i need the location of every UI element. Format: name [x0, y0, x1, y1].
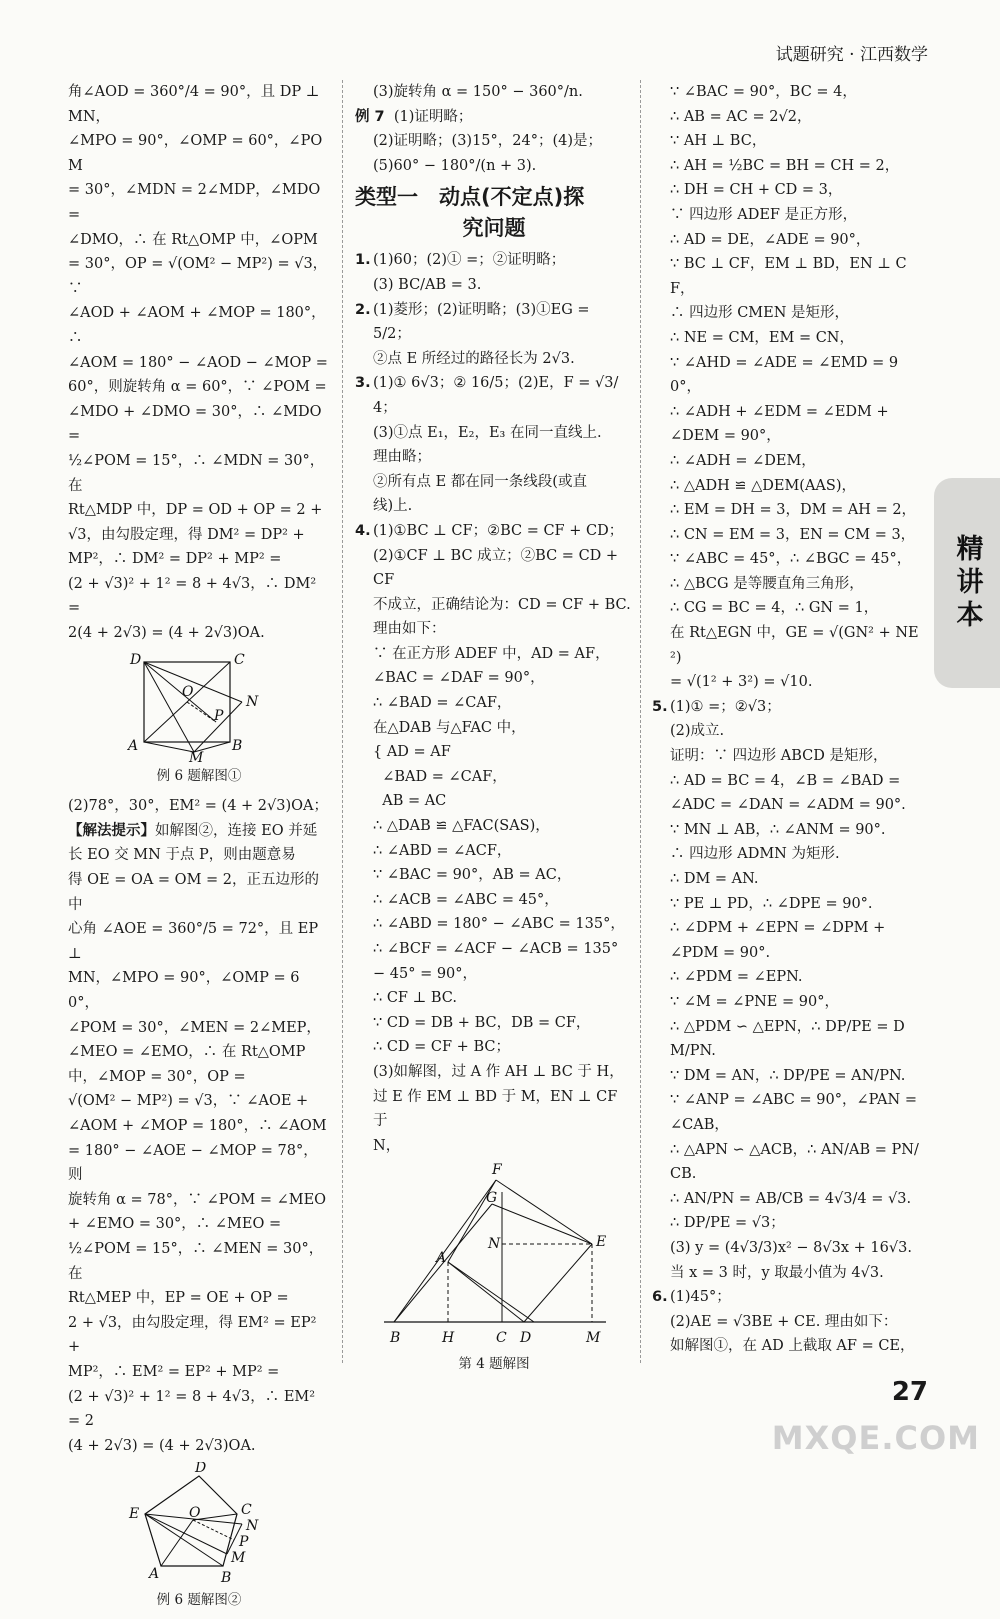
problem-text: (1)①BC ⊥ CF；②BC = CF + CD； — [373, 522, 624, 539]
col1-text-b — [68, 868, 330, 1458]
text-line: ∴ ∠PDM = ∠EPN. — [670, 969, 803, 986]
text-line: (4 + 2√3) = (4 + 2√3)OA. — [68, 1437, 256, 1454]
column-3 — [652, 80, 922, 1359]
ex7-label: 例 7 — [355, 108, 385, 125]
text-line: ∵ PE ⊥ PD，∴ ∠DPE = 90°. — [670, 895, 873, 912]
fig4-label-e: E — [596, 1234, 607, 1251]
text-line: ∴ ∠BAD = ∠CAF， — [373, 695, 512, 712]
text-line: ∵ ∠M = ∠PNE = 90°， — [670, 993, 839, 1010]
text-line — [652, 695, 922, 720]
fig4-label-a: A — [436, 1250, 447, 1267]
text-line: ∴ CF ⊥ BC. — [373, 990, 457, 1007]
fig2-label-a: A — [149, 1566, 160, 1583]
text-line: (2)成立. — [670, 723, 725, 740]
text-line: ∴ △APN ∽ △ACB，∴ AN/AB = PN/CB. — [670, 1141, 919, 1183]
fig4-label-b: B — [390, 1330, 401, 1347]
page-header: 试题研究 · 江西数学 — [775, 45, 928, 65]
text-line: ∵ ∠ABC = 45°，∴ ∠BGC = 45°， — [670, 551, 912, 568]
fig2-label-m: M — [231, 1550, 246, 1567]
problem-6-body — [652, 1285, 922, 1359]
text-line: ∴ AN/PN = AB/CB = 4√3/4 = √3. — [670, 1190, 912, 1207]
problem-5 — [652, 695, 922, 1285]
text-line: 5/2； — [373, 326, 411, 343]
figure-caption-ex6-2: 例 6 题解图② — [156, 1592, 242, 1609]
problem-item — [355, 298, 633, 372]
fig2-label-d: D — [195, 1462, 207, 1477]
text-line: ∠BAC = ∠DAF = 90°， — [373, 670, 545, 687]
fig4-label-h: H — [442, 1330, 455, 1347]
text-line: ∵ BC ⊥ CF，EM ⊥ BD，EN ⊥ CF， — [670, 256, 907, 297]
text-line: 得 OE = OA = OM = 2，正五边形的中 — [68, 872, 320, 913]
text-line: ∵ DM = AN，∴ DP/PE = AN/PN. — [670, 1067, 906, 1084]
text-line: = 30°，OP = √(OM² − MP²) = √3，∵ — [68, 256, 328, 297]
hint-label: 【解法提示】 — [68, 822, 155, 839]
text-line: ∠ADC = ∠DAN = ∠ADM = 90°. — [670, 797, 906, 814]
text-line: 角∠AOD = 360°/4 = 90°，且 DP ⊥ MN， — [68, 84, 324, 125]
fig4-label-f: F — [492, 1162, 502, 1179]
text-line: 2(4 + 2√3) = (4 + 2√3)OA. — [68, 625, 265, 642]
problem-text: (1)45°； — [670, 1289, 731, 1306]
text-line: √(OM² − MP²) = √3，∵ ∠AOE + — [68, 1093, 309, 1110]
text-line: ∠DEM = 90°， — [670, 428, 781, 445]
text-line: = √(1² + 3²) = √10. — [670, 674, 813, 691]
text-line: MP²，∴ DM² = DP² + MP² = — [68, 551, 282, 568]
col1-hint — [68, 819, 330, 868]
text-line: 在 Rt△EGN 中，GE = √(GN² + NE²) — [670, 625, 919, 666]
problem-text: (1)① =；②√3； — [670, 698, 781, 715]
text-line: MP²，∴ EM² = EP² + MP² = — [68, 1363, 280, 1380]
figure-caption-ex6-1: 例 6 题解图① — [156, 767, 242, 784]
text-line: − 45° = 90°， — [373, 965, 478, 982]
column-1 — [68, 80, 330, 1619]
text-line: AB = AC — [373, 793, 447, 810]
text-line: (3) y = (4√3/3)x² − 8√3x + 16√3. — [670, 1239, 912, 1256]
fig2-label-o: O — [189, 1505, 201, 1522]
problem-number: 6. — [652, 1289, 668, 1306]
side-tab-label: 精讲本 — [951, 533, 983, 633]
section-heading — [355, 182, 633, 244]
text-line: 心角 ∠AOE = 360°/5 = 72°，且 EP ⊥ — [68, 921, 323, 962]
figure-ex6-2 — [68, 1462, 330, 1613]
fig1-label-b: B — [232, 737, 243, 754]
text-line: ∴ DM = AN. — [670, 871, 759, 887]
text-line: + ∠EMO = 30°，∴ ∠MEO = — [68, 1216, 282, 1233]
watermark: MXQE.COM — [771, 1419, 980, 1457]
text-line: ∴ △PDM ∽ △EPN，∴ DP/PE = DM/PN. — [670, 1018, 905, 1060]
fig4-label-m: M — [586, 1330, 601, 1347]
section-heading-line2: 究问题 — [462, 216, 526, 241]
text-line: 当 x = 3 时，y 取最小值为 4√3. — [670, 1264, 884, 1281]
text-line — [355, 371, 633, 420]
text-line: 证明：∵ 四边形 ABCD 是矩形， — [670, 748, 888, 765]
text-line: ∴ △BCG 是等腰直角三角形， — [670, 575, 864, 592]
text-line: ∴ ∠ABD = 180° − ∠ABC = 135°， — [373, 916, 625, 933]
problem-5-body — [652, 695, 922, 1285]
hint-first-line: 如解图②，连接 EO 并延长 EO 交 MN 于点 P，则由题意易 — [68, 822, 318, 864]
text-line: ∴ AD = BC = 4，∠B = ∠BAD = — [670, 772, 901, 789]
fig2-label-p: P — [239, 1534, 249, 1551]
problem-item — [355, 519, 633, 1158]
col2-problems — [355, 248, 633, 1158]
text-line: ∵ AH ⊥ BC， — [670, 133, 767, 150]
text-line: = 30°，∠MDN = 2∠MDP，∠MDO = — [68, 182, 325, 223]
text-line: ∠BAD = ∠CAF， — [373, 768, 507, 785]
text-line: ∠CAB， — [670, 1116, 729, 1133]
page-number: 27 — [891, 1377, 928, 1407]
fig2-label-e: E — [129, 1506, 140, 1523]
text-line: ∴ ∠ABD = ∠ACF， — [373, 842, 512, 859]
text-line: 如解图①，在 AD 上截取 AF = CE， — [670, 1338, 915, 1355]
col1-part2-line: (2)78°，30°，EM² = (4 + 2√3)OA； — [68, 798, 329, 815]
text-line: (2)AE = √3BE + CE. 理由如下： — [670, 1313, 898, 1330]
text-line: (2 + √3)² + 1² = 8 + 4√3，∴ EM² = 2 — [68, 1388, 320, 1430]
text-line: (3)如解图，过 A 作 AH ⊥ BC 于 H， — [373, 1063, 624, 1080]
problem-text: (1)菱形；(2)证明略；(3)①EG = — [373, 301, 590, 318]
problem-number: 3. — [355, 375, 371, 392]
text-line: ∴ NE = CM，EM = CN， — [670, 329, 854, 346]
column-2 — [355, 80, 633, 1383]
text-line: 线)上. — [373, 498, 413, 515]
text-line: ∵ ∠BAC = 90°，BC = 4， — [670, 84, 857, 100]
text-line: ∠POM = 30°，∠MEN = 2∠MEP， — [68, 1019, 321, 1036]
column-divider-2 — [640, 80, 641, 1363]
text-line: ∠MPO = 90°，∠OMP = 60°，∠POM — [68, 133, 323, 174]
text-line: ∵ 四边形 ADEF 是正方形， — [670, 206, 858, 223]
text-line: ∵ MN ⊥ AB，∴ ∠ANM = 90°. — [670, 821, 886, 838]
fig4-label-g: G — [486, 1190, 498, 1207]
q4-diagram — [374, 1162, 614, 1350]
text-line: (3) BC/AB = 3. — [373, 276, 482, 293]
problem-number: 2. — [355, 301, 371, 318]
text-line: ∴ ∠BCF = ∠ACF − ∠ACB = 135° — [373, 941, 619, 957]
text-line: ②所有点 E 都在同一条线段(或直 — [373, 473, 587, 490]
text-line: Rt△MEP 中，EP = OE + OP = — [68, 1290, 289, 1307]
fig2-label-c: C — [241, 1502, 252, 1519]
text-line: ∴ CN = EM = 3，EN = CM = 3， — [670, 526, 916, 543]
text-line: (2)①CF ⊥ BC 成立；②BC = CD + CF — [373, 547, 623, 589]
problem-item — [355, 371, 633, 519]
col3-text-a — [652, 80, 922, 695]
text-line: ∠AOM = 180° − ∠AOD − ∠MOP = — [68, 354, 328, 371]
text-line — [355, 519, 633, 544]
problem-number: 5. — [652, 698, 668, 715]
column-divider-1 — [342, 80, 343, 1363]
fig1-label-p: P — [214, 707, 224, 724]
text-line: 理由如下： — [373, 621, 446, 638]
ex7-line-0: (1)证明略； — [393, 108, 473, 125]
problem-number: 1. — [355, 252, 371, 269]
text-line: ∴ ∠ACB = ∠ABC = 45°， — [373, 891, 559, 908]
text-line: ∵ 在正方形 ADEF 中，AD = AF， — [373, 645, 610, 662]
fig1-label-m: M — [189, 749, 204, 762]
figure-caption-q4: 第 4 题解图 — [458, 1356, 530, 1373]
text-line: 2 + √3，由勾股定理，得 EM² = EP² + — [68, 1314, 322, 1356]
figure-q4 — [355, 1162, 633, 1377]
section-heading-line1: 类型一 动点(不定点)探 — [355, 185, 585, 210]
text-line: = 180° − ∠AOE − ∠MOP = 78°，则 — [68, 1142, 318, 1184]
text-line: 过 E 作 EM ⊥ BD 于 M，EN ⊥ CF 于 — [373, 1088, 622, 1130]
text-line: ∴ AB = AC = 2√2， — [670, 108, 812, 125]
text-line: ½∠POM = 15°，∴ ∠MDN = 30°，在 — [68, 452, 325, 494]
problem-text: (1)① 6√3；② 16/5；(2)E，F = √3/4； — [373, 375, 619, 416]
text-line: 旋转角 α = 78°，∵ ∠POM = ∠MEO — [68, 1191, 327, 1208]
figure-ex6-1 — [68, 650, 330, 789]
text-line: ∠PDM = 90°. — [670, 944, 771, 961]
text-line: ∴ DH = CH + CD = 3， — [670, 182, 843, 199]
text-line: ∵ ∠AHD = ∠ADE = ∠EMD = 90°， — [670, 354, 899, 396]
fig4-label-c: C — [496, 1330, 507, 1347]
text-line: 理由略； — [373, 449, 431, 466]
text-line: ∴ ∠DPM + ∠EPN = ∠DPM + — [670, 920, 886, 937]
pentagon-diagram — [119, 1462, 279, 1586]
text-line: (2 + √3)² + 1² = 8 + 4√3，∴ DM² = — [68, 575, 321, 617]
fig4-label-d: D — [520, 1330, 532, 1347]
text-line: ½∠POM = 15°，∴ ∠MEN = 30°，在 — [68, 1240, 324, 1282]
problem-6 — [652, 1285, 922, 1359]
text-line: 中，∠MOP = 30°，OP = — [68, 1068, 246, 1085]
text-line — [652, 1285, 922, 1310]
text-line: ∴ 四边形 ADMN 为矩形. — [670, 846, 840, 863]
text-line: (3)①点 E₁，E₂，E₃ 在同一直线上. — [373, 424, 602, 441]
text-line: ∴ ∠ADH + ∠EDM = ∠EDM + — [670, 403, 889, 420]
ex7-line-2: (5)60° − 180°/(n + 3). — [373, 157, 537, 174]
ex7-line-1: (2)证明略；(3)15°，24°；(4)是； — [373, 133, 603, 150]
text-line: ∴ △ADH ≌ △DEM(AAS)， — [670, 477, 856, 494]
text-line — [355, 298, 633, 323]
fig1-label-n: N — [246, 693, 259, 710]
fig2-label-n: N — [246, 1518, 259, 1535]
text-line: ∴ EM = DH = 3，DM = AH = 2， — [670, 502, 917, 519]
square-diagram — [124, 650, 274, 762]
fig1-label-d: D — [130, 651, 142, 668]
text-line: ∴ AH = ½BC = BH = CH = 2， — [670, 157, 900, 174]
text-line: ∠AOM + ∠MOP = 180°，∴ ∠AOM — [68, 1117, 327, 1134]
fig2-label-b: B — [221, 1570, 232, 1587]
text-line: ∵ ∠BAC = 90°，AB = AC， — [373, 867, 572, 884]
text-line: 60°，则旋转角 α = 60°，∵ ∠POM = — [68, 379, 327, 396]
fig4-label-n: N — [488, 1236, 501, 1253]
side-tab — [934, 478, 1000, 688]
text-line: ②点 E 所经过的路径长为 2√3. — [373, 350, 575, 367]
col1-text-a — [68, 80, 330, 646]
fig1-label-a: A — [128, 737, 139, 754]
text-line: N， — [373, 1137, 401, 1154]
text-line: 不成立，正确结论为：CD = CF + BC. — [373, 596, 631, 613]
fig1-label-c: C — [234, 651, 245, 668]
fig1-label-o: O — [182, 683, 194, 700]
ex7-first — [355, 105, 633, 130]
text-line: √3，由勾股定理，得 DM² = DP² + — [68, 526, 305, 543]
text-line: ∠DMO，∴ 在 Rt△OMP 中，∠OPM — [68, 231, 318, 248]
text-line: 在△DAB 与△FAC 中， — [373, 719, 526, 736]
text-line: Rt△MDP 中，DP = OD + OP = 2 + — [68, 502, 323, 519]
text-line: ∵ CD = DB + BC，DB = CF， — [373, 1014, 591, 1031]
text-line: ∴ 四边形 CMEN 是矩形， — [670, 305, 850, 322]
text-line: ∠MDO + ∠DMO = 30°，∴ ∠MDO = — [68, 403, 327, 445]
text-line: ∠AOD + ∠AOM + ∠MOP = 180°，∴ — [68, 305, 326, 346]
text-line: ∴ DP/PE = √3； — [670, 1215, 785, 1232]
text-line: ∴ CD = CF + BC； — [373, 1039, 510, 1056]
col2-line-a: (3)旋转角 α = 150° − 360°/n. — [373, 84, 583, 100]
text-line: ∴ AD = DE，∠ADE = 90°， — [670, 231, 871, 248]
problem-item — [355, 248, 633, 297]
text-line — [355, 248, 633, 273]
text-line: ∴ CG = BC = 4，∴ GN = 1， — [670, 600, 879, 617]
problem-number: 4. — [355, 522, 371, 539]
text-line: { AD = AF — [373, 744, 451, 761]
text-line: MN，∠MPO = 90°，∠OMP = 60°， — [68, 970, 300, 1011]
text-line: ∠MEO = ∠EMO，∴ 在 Rt△OMP — [68, 1044, 306, 1061]
text-line: ∴ ∠ADH = ∠DEM， — [670, 452, 816, 469]
text-line: ∵ ∠ANP = ∠ABC = 90°，∠PAN = — [670, 1092, 917, 1109]
problem-text: (1)60；(2)① =；②证明略； — [373, 252, 566, 269]
text-line: ∴ △DAB ≌ △FAC(SAS)， — [373, 818, 550, 835]
